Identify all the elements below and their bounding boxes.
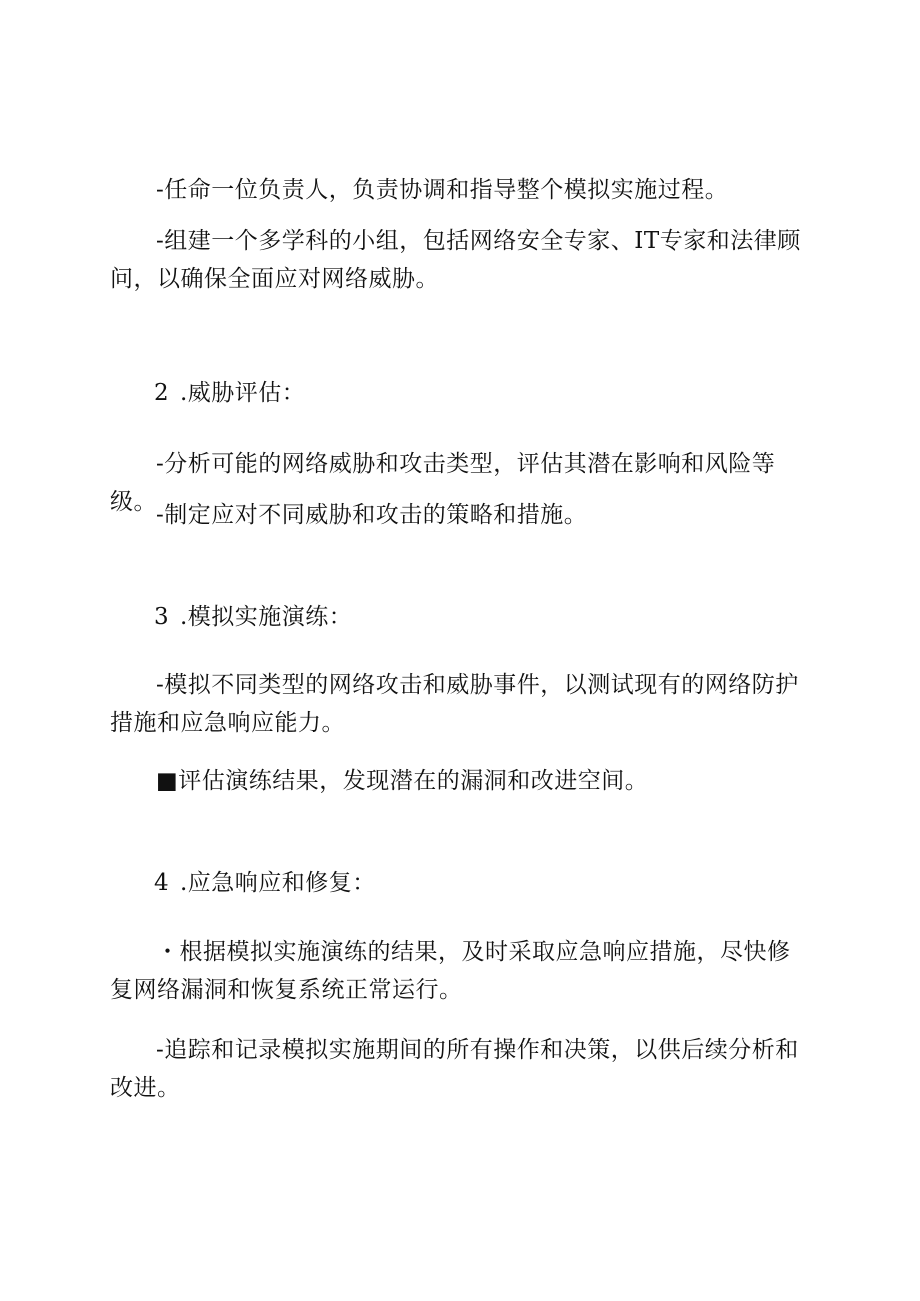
section-3-heading	[154, 598, 352, 636]
paragraph-appoint-lead: -任命一位负责人，负责协调和指导整个模拟实施过程。	[156, 177, 729, 203]
paragraph-form-team: -组建一个多学科的小组，包括网络安全专家、IT专家和法律顾问，以确保全面应对网络威胁。	[110, 228, 801, 292]
section-2-item-1: -分析可能的网络威胁和攻击类型，评估其潜在影响和风险等级。	[110, 451, 776, 515]
section-3-item-2: ■评估演练结果，发现潜在的漏洞和改进空间。	[156, 768, 649, 794]
section-2-title: .威胁评估：	[180, 380, 306, 406]
section-3-title: .模拟实施演练：	[180, 604, 353, 630]
section-4-heading	[154, 864, 376, 902]
section-2-number: 2	[154, 380, 170, 406]
section-4-item-1: ・根据模拟实施演练的结果，及时采取应急响应措施，尽快修复网络漏洞和恢复系统正常运行。	[110, 939, 791, 1003]
section-3-item-1: -模拟不同类型的网络攻击和威胁事件，以测试现有的网络防护措施和应急响应能力。	[110, 672, 799, 736]
section-4-number: 4	[154, 870, 170, 896]
section-2-item-2: -制定应对不同威胁和攻击的策略和措施。	[156, 502, 588, 528]
section-2-heading	[154, 374, 305, 412]
section-4-item-2: -追踪和记录模拟实施期间的所有操作和决策，以供后续分析和改进。	[110, 1037, 799, 1101]
section-3-number: 3	[154, 604, 170, 630]
section-4-title: .应急响应和修复：	[180, 870, 376, 896]
